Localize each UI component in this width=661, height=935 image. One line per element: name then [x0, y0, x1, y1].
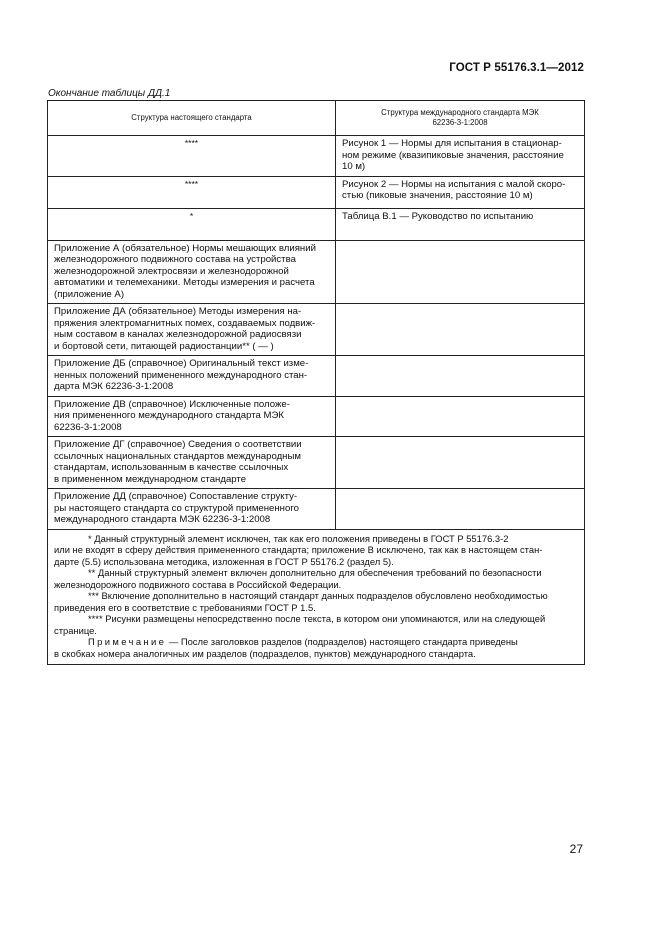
cell-line: международного стандарта МЭК 62236-3-1:2008	[54, 514, 271, 525]
cell-line: Приложение А (обязательное) Нормы мешающих влияний	[54, 242, 316, 254]
table-cell-left: *	[48, 208, 336, 240]
cell-line: Приложение ДВ (справочное) Исключенные положе-	[54, 398, 290, 410]
column-header-international	[336, 101, 585, 136]
cell-line: ненных положений примененного международного стан-	[54, 369, 308, 381]
cell-line: ном режиме (квазипиковые значения, расстояние	[342, 149, 564, 161]
cell-line: железнодорожной электросвязи и железнодорожной	[54, 265, 289, 277]
cell-line: железнодорожного подвижного состава на устройства	[54, 254, 296, 265]
cell-line: и бортовой сети, питающей радиостанции** ( — )	[54, 340, 274, 352]
column-header-national-text: Структура настоящего стандарта	[131, 113, 252, 122]
footnote-2-line2: железнодорожного подвижного состава в Российской Федерации.	[54, 578, 342, 590]
table-cell-left: ****	[48, 136, 336, 177]
document-header: ГОСТ Р 55176.3.1—2012	[449, 62, 584, 74]
note-line1-text: — После заголовков разделов (подразделов) настоящего стандарта приведены	[166, 636, 518, 647]
table-cell-right-empty	[336, 240, 585, 304]
table-cell-left	[48, 396, 336, 437]
cell-line: Приложение ДА (обязательное) Методы измерения на-	[54, 306, 302, 317]
table-notes-row	[48, 529, 585, 665]
cell-line: стью (пиковые значения, расстояние 10 м)	[342, 190, 533, 201]
footnote-3-line2: приведения его в соответствие с требованиями ГОСТ Р 1.5.	[54, 601, 316, 613]
table-cell-left	[48, 304, 336, 356]
footnote-1-line3: дарте (5.5) использована методика, изложенная в ГОСТ Р 55176.2 (раздел 5).	[54, 555, 394, 567]
comparison-table	[47, 100, 585, 665]
note-line2: в скобках номера аналогичных им разделов (подразделов, пунктов) международного стандарта.	[54, 647, 476, 659]
footnote-3-line1: *** Включение дополнительно в настоящий стандарт данных подразделов обусловлено необходимостью	[88, 590, 548, 601]
note-label: Примечание	[88, 636, 167, 647]
column-header-international-line2: 62236-3-1:2008	[432, 118, 488, 127]
cell-line: Приложение ДД (справочное) Сопоставление структу-	[54, 491, 298, 502]
cell-line: Приложение ДГ (справочное) Сведения о соответствии	[54, 439, 302, 450]
table-row	[48, 356, 585, 397]
table-cell-right-empty	[336, 304, 585, 356]
table-cell-right-empty	[336, 489, 585, 530]
cell-line: ния примененного международного стандарта МЭК	[54, 410, 284, 421]
table-cell-left	[48, 240, 336, 304]
table-cell-right	[336, 136, 585, 177]
cell-line: дарта МЭК 62236-3-1:2008	[54, 381, 174, 392]
footnote-4-line1: **** Рисунки размещены непосредственно после текста, в котором они упоминаются, или на следующей	[88, 613, 546, 624]
table-cell-right-empty	[336, 396, 585, 437]
cell-line: Рисунок 1 — Нормы для испытания в стационар-	[342, 138, 562, 149]
column-header-national	[48, 101, 336, 136]
cell-line: ры настоящего стандарта со структурой примененного	[54, 502, 299, 514]
cell-line: ным составом в каналах железнодорожной радиосвязи	[54, 329, 302, 340]
footnote-1-line2: или не входят в сферу действия примененного стандарта; приложение В исключено, так как в настоящем стан-	[54, 544, 543, 555]
footnote-4-line2: странице.	[54, 624, 97, 636]
cell-line: в примененном международном стандарте	[54, 473, 247, 485]
footnote-2-line1: ** Данный структурный элемент включен дополнительно для обеспечения требований по безопасности	[88, 567, 542, 578]
note-line1	[54, 636, 578, 648]
table-row	[48, 136, 585, 177]
table-row	[48, 176, 585, 208]
table-cell-left: ****	[48, 176, 336, 208]
column-header-international-line1: Структура международного стандарта МЭК	[381, 108, 539, 117]
page-number: 27	[569, 842, 583, 856]
table-cell-left	[48, 489, 336, 530]
table-cell-left	[48, 437, 336, 489]
cell-line: пряжения электромагнитных помех, создаваемых подвиж-	[54, 317, 316, 329]
cell-line: стандартам, использованным в качестве ссылочных	[54, 462, 289, 473]
table-cell-right	[336, 176, 585, 208]
table-row	[48, 396, 585, 437]
table-cell-right-empty	[336, 437, 585, 489]
table-row	[48, 304, 585, 356]
table-cell-left	[48, 356, 336, 397]
cell-line: автоматики и телемеханики. Методы измерения и расчета	[54, 277, 315, 288]
cell-line: 10 м)	[342, 161, 366, 172]
cell-line: Рисунок 2 — Нормы на испытания с малой скоро-	[342, 178, 566, 190]
cell-line: Таблица В.1 — Руководство по испытанию	[342, 210, 534, 222]
footnote-1-line1: * Данный структурный элемент исключен, так как его положения приведены в ГОСТ Р 55176.3-2	[88, 532, 509, 544]
table-row	[48, 489, 585, 530]
cell-line: 62236-3-1:2008	[54, 421, 122, 433]
cell-line: (приложение А)	[54, 288, 125, 300]
table-row	[48, 240, 585, 304]
table-header-row	[48, 101, 585, 136]
table-caption: Окончание таблицы ДД.1	[48, 88, 171, 99]
table-row	[48, 208, 585, 240]
cell-line: ссылочных национальных стандартов международным	[54, 450, 301, 462]
table-row	[48, 437, 585, 489]
table-notes	[48, 529, 585, 665]
table-cell-right-empty	[336, 356, 585, 397]
table-cell-right	[336, 208, 585, 240]
cell-line: Приложение ДБ (справочное) Оригинальный текст изме-	[54, 358, 309, 369]
